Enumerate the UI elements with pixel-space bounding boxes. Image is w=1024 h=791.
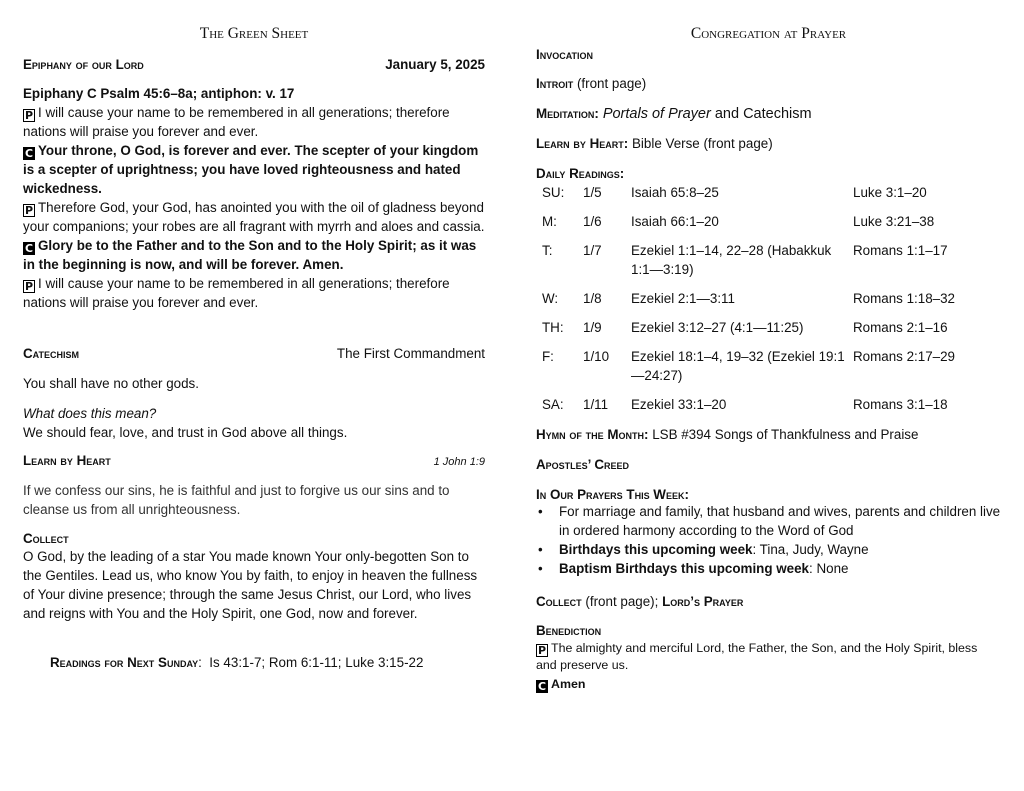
reading-row bbox=[542, 318, 955, 347]
congregation-icon: C bbox=[24, 242, 34, 255]
reading-row bbox=[542, 289, 955, 318]
pastor-icon: P bbox=[24, 204, 34, 217]
next-sunday-text: Is 43:1-7; Rom 6:1-11; Luke 3:15-22 bbox=[209, 655, 424, 670]
meditation-title: Portals of Prayer bbox=[602, 106, 711, 122]
introit-line bbox=[536, 74, 1001, 93]
reading-date: 1/10 bbox=[583, 349, 610, 364]
reading-old-testament: Ezekiel 1:1–14, 22–28 (Habakkuk 1:1—3:19) bbox=[631, 243, 832, 277]
prayer-item-bold: Birthdays this upcoming week bbox=[559, 542, 753, 557]
psalm-line-5 bbox=[23, 274, 485, 312]
collect-label: Collect bbox=[23, 531, 69, 546]
right-page-title: Congregation at Prayer bbox=[690, 25, 847, 42]
reading-date: 1/7 bbox=[583, 243, 602, 258]
reading-day: W: bbox=[542, 291, 559, 306]
next-sunday-readings: Readings for Next Sunday: Is 43:1-7; Rom 6:1-11; Luke 3:15-22 bbox=[50, 655, 424, 670]
lords-prayer-label: Lord’s Prayer bbox=[662, 594, 744, 609]
reading-old-testament: Ezekiel 18:1–4, 19–32 (Ezekiel 19:1—24:27) bbox=[631, 349, 845, 383]
psalm-line-text: I will cause your name to be remembered in all generations; therefore nations will praise you forever and ever. bbox=[23, 276, 450, 310]
pastor-icon: P bbox=[24, 280, 34, 293]
reading-new-testament: Romans 2:17–29 bbox=[853, 349, 955, 364]
reading-row bbox=[542, 395, 955, 424]
psalm-line-2 bbox=[23, 141, 485, 198]
catechism-topic: The First Commandment bbox=[336, 346, 485, 361]
reading-date: 1/5 bbox=[583, 185, 602, 200]
prayer-item bbox=[536, 502, 1001, 540]
reading-row bbox=[542, 241, 955, 289]
learn-by-heart-label: Learn by Heart bbox=[23, 453, 111, 468]
psalm-line-text: Your throne, O God, is forever and ever. The scepter of your kingdom is a scepter of uprightness; you have loved righteousness and hated wickedness. bbox=[23, 143, 479, 196]
benediction-text: The almighty and merciful Lord, the Father, the Son, and the Holy Spirit, bless and preserve us. bbox=[536, 641, 978, 672]
reading-new-testament: Romans 3:1–18 bbox=[853, 397, 948, 412]
bullet-icon: • bbox=[538, 504, 543, 519]
benediction-congregation bbox=[536, 676, 1001, 693]
prayer-item bbox=[536, 540, 1001, 559]
reading-old-testament: Isaiah 66:1–20 bbox=[631, 214, 719, 229]
collect-text: (front page); bbox=[585, 594, 659, 609]
reading-old-testament: Ezekiel 3:12–27 (4:1—11:25) bbox=[631, 320, 804, 335]
psalm-line-4 bbox=[23, 236, 485, 274]
reading-new-testament: Luke 3:1–20 bbox=[853, 185, 927, 200]
psalm-line-text: I will cause your name to be remembered in all generations; therefore nations will praise you forever and ever. bbox=[23, 105, 450, 139]
prayers-label: In Our Prayers This Week: bbox=[536, 487, 689, 502]
congregation-icon: C bbox=[24, 147, 34, 160]
invocation-label: Invocation bbox=[536, 47, 594, 62]
psalm-line-text: Glory be to the Father and to the Son and to the Holy Spirit; as it was in the beginning is now, and will be forever. Amen. bbox=[23, 238, 477, 272]
catechism-label: Catechism bbox=[23, 346, 80, 361]
creed-label: Apostles’ Creed bbox=[536, 457, 630, 472]
reading-new-testament: Romans 1:1–17 bbox=[853, 243, 948, 258]
reading-new-testament: Luke 3:21–38 bbox=[853, 214, 935, 229]
reading-day: M: bbox=[542, 214, 557, 229]
memory-verse: If we confess our sins, he is faithful and just to forgive us our sins and to cleanse us from all unrighteousness. bbox=[23, 483, 450, 517]
prayer-item-bold: Baptism Birthdays this upcoming week bbox=[559, 561, 810, 576]
learn-by-heart-header bbox=[23, 453, 485, 468]
daily-readings-table bbox=[542, 183, 955, 424]
reading-old-testament: Ezekiel 2:1—3:11 bbox=[631, 291, 735, 306]
prayer-item-text: : Tina, Judy, Wayne bbox=[752, 542, 869, 557]
reading-day: SU: bbox=[542, 185, 565, 200]
psalm-line-1 bbox=[23, 103, 485, 141]
reading-date: 1/11 bbox=[583, 397, 609, 412]
reading-date: 1/9 bbox=[583, 320, 602, 335]
introit-text: (front page) bbox=[576, 76, 647, 91]
right-page bbox=[536, 0, 1001, 791]
learn-by-heart-line bbox=[536, 134, 1001, 153]
collect-prayer-line bbox=[536, 592, 1001, 611]
reading-old-testament: Isaiah 65:8–25 bbox=[631, 185, 719, 200]
next-sunday-label: Readings for Next Sunday bbox=[50, 655, 199, 670]
verse-reference: 1 John 1:9 bbox=[433, 456, 485, 468]
meditation-label: Meditation: bbox=[536, 106, 599, 121]
hymn-text: LSB #394 Songs of Thankfulness and Praise bbox=[652, 427, 919, 442]
left-page-title: The Green Sheet bbox=[199, 25, 309, 42]
catechism-question: What does this mean? bbox=[23, 406, 157, 421]
benediction-pastor bbox=[536, 640, 1001, 674]
pastor-icon: P bbox=[537, 644, 547, 657]
reading-row bbox=[542, 347, 955, 395]
meditation-line bbox=[536, 104, 1001, 124]
hymn-label: Hymn of the Month: bbox=[536, 427, 649, 442]
meditation-text: and Catechism bbox=[714, 106, 812, 122]
benediction-label: Benediction bbox=[536, 623, 602, 638]
reading-date: 1/8 bbox=[583, 291, 602, 306]
service-date: January 5, 2025 bbox=[385, 57, 485, 72]
bullet-icon: • bbox=[538, 561, 543, 576]
congregation-icon: C bbox=[537, 680, 547, 693]
prayers-list bbox=[536, 502, 1001, 578]
reading-date: 1/6 bbox=[583, 214, 602, 229]
reading-new-testament: Romans 2:1–16 bbox=[853, 320, 948, 335]
reading-row bbox=[542, 212, 955, 241]
reading-new-testament: Romans 1:18–32 bbox=[853, 291, 955, 306]
left-page bbox=[23, 0, 485, 791]
pastor-icon: P bbox=[24, 109, 34, 122]
reading-day: TH: bbox=[542, 320, 564, 335]
psalm-heading: Epiphany C Psalm 45:6–8a; antiphon: v. 17 bbox=[23, 86, 295, 101]
psalm-line-text: Therefore God, your God, has anointed you with the oil of gladness beyond your companions; your robes are all fragrant with myrrh and aloes and cassia. bbox=[23, 200, 485, 234]
introit-label: Introit bbox=[536, 76, 574, 91]
learn-by-heart-text: Bible Verse (front page) bbox=[632, 136, 773, 151]
reading-day: F: bbox=[542, 349, 554, 364]
occasion-row bbox=[23, 57, 485, 72]
prayer-item-text: : None bbox=[809, 561, 849, 576]
daily-readings-label: Daily Readings: bbox=[536, 166, 625, 181]
psalm-section bbox=[23, 84, 485, 312]
reading-old-testament: Ezekiel 33:1–20 bbox=[631, 397, 727, 412]
prayer-item bbox=[536, 559, 1001, 578]
learn-by-heart-label: Learn by Heart: bbox=[536, 136, 629, 151]
catechism-answer: We should fear, love, and trust in God above all things. bbox=[23, 425, 348, 440]
prayer-item-text: For marriage and family, that husband and wives, parents and children live in ordered harmony according to the Word of God bbox=[559, 504, 1001, 538]
bullet-icon: • bbox=[538, 542, 543, 557]
collect-text: O God, by the leading of a star You made known Your only-begotten Son to the Gentiles. Lead us, who know You by faith, to enjoy in heaven the fullness of Your divine presence; through the same Jesus Christ, our Lord, who lives and reigns with You and the Holy Spirit, one God, now and forever. bbox=[23, 549, 478, 621]
reading-day: SA: bbox=[542, 397, 564, 412]
reading-day: T: bbox=[542, 243, 553, 258]
hymn-line bbox=[536, 425, 1001, 444]
amen-text: Amen bbox=[551, 677, 586, 691]
reading-row bbox=[542, 183, 955, 212]
catechism-header bbox=[23, 346, 485, 361]
commandment-text: You shall have no other gods. bbox=[23, 376, 199, 391]
collect-label: Collect bbox=[536, 594, 582, 609]
psalm-line-3 bbox=[23, 198, 485, 236]
occasion-name: Epiphany of our Lord bbox=[23, 57, 144, 72]
